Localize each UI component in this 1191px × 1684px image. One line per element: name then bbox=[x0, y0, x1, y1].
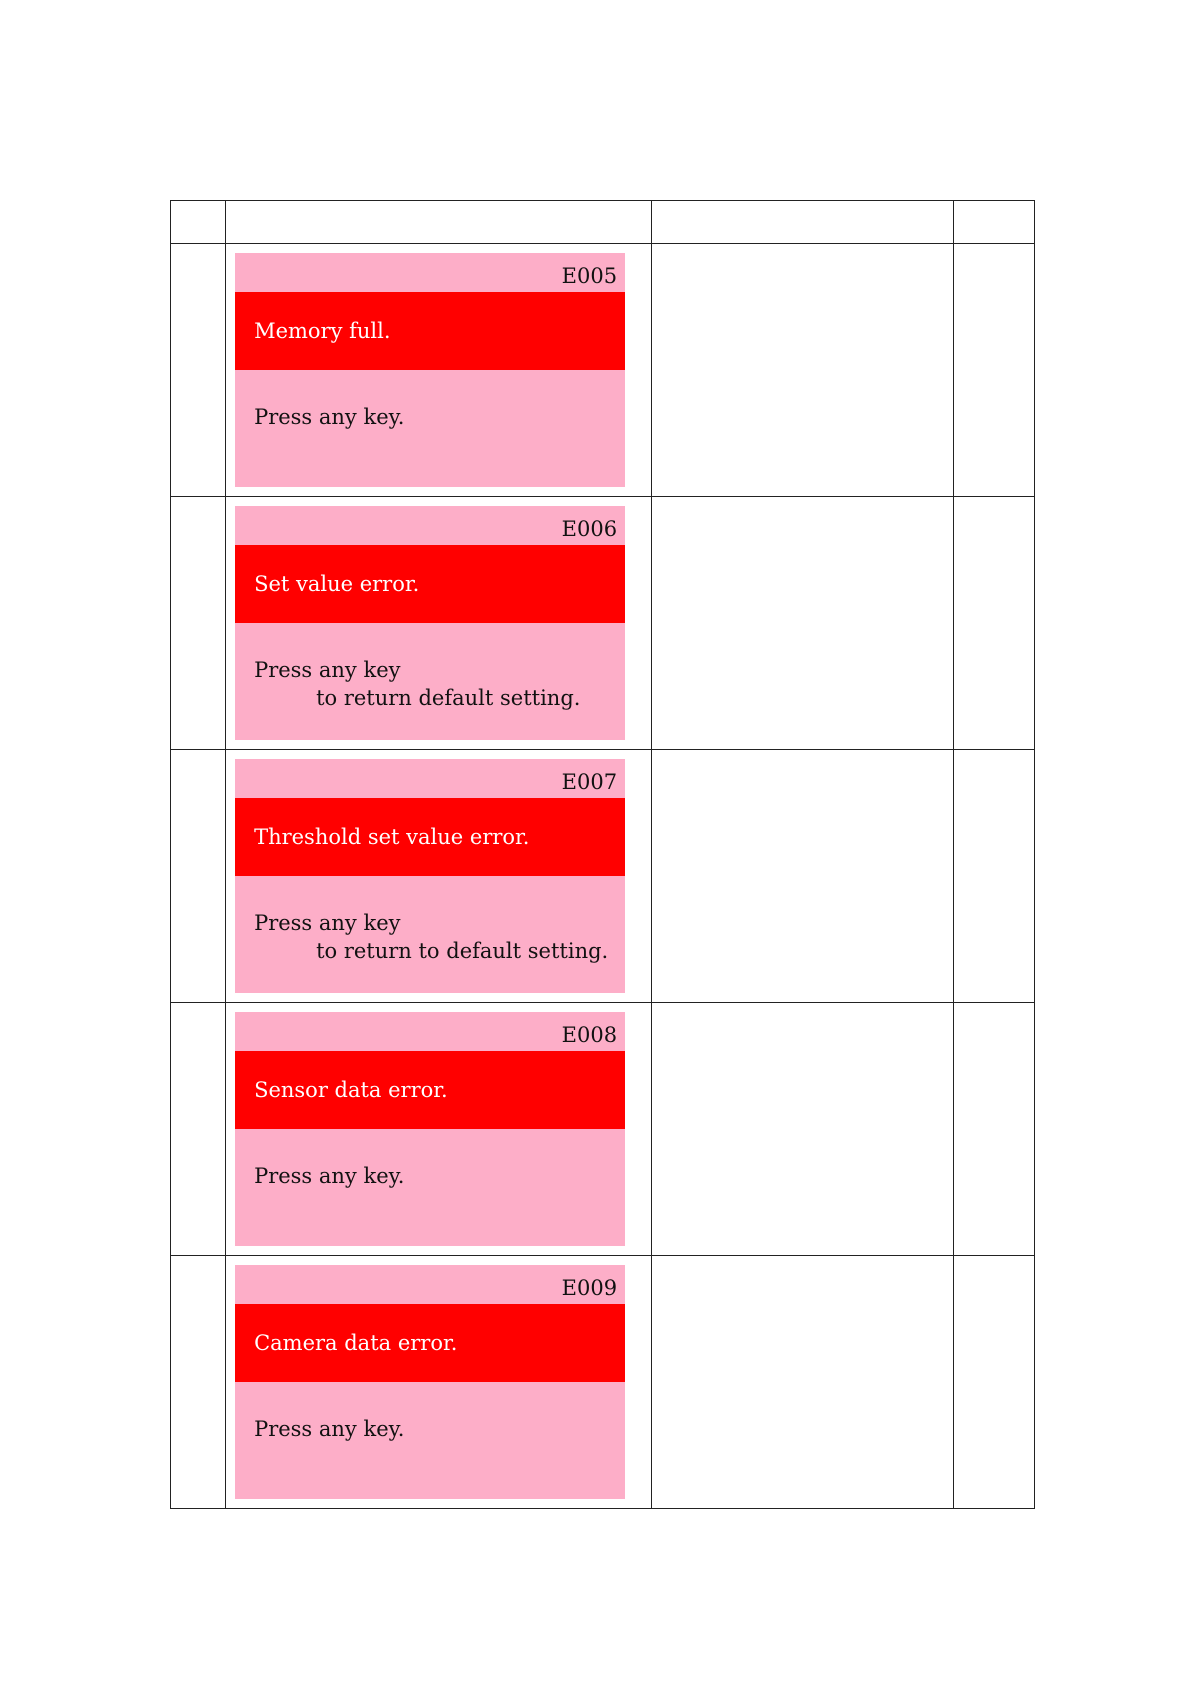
error-code: E009 bbox=[561, 1276, 618, 1300]
instruction-line-1: Press any key. bbox=[254, 1164, 405, 1188]
remarks-cell bbox=[953, 750, 1034, 1003]
instruction-line-1: Press any key. bbox=[254, 1417, 405, 1441]
error-code: E005 bbox=[561, 264, 618, 288]
instruction-line-1: Press any key. bbox=[254, 405, 405, 429]
table-header-row bbox=[171, 201, 1035, 244]
error-instruction bbox=[254, 909, 608, 965]
error-title: Memory full. bbox=[254, 319, 391, 343]
screen-cell bbox=[226, 244, 651, 497]
screen-cell bbox=[226, 1256, 651, 1509]
table-row bbox=[171, 244, 1035, 497]
error-screen bbox=[235, 506, 625, 740]
error-message-table bbox=[170, 200, 1035, 1509]
instruction-line-2: to return to default setting. bbox=[316, 939, 609, 963]
error-screen bbox=[235, 1265, 625, 1499]
remarks-cell bbox=[953, 497, 1034, 750]
instruction-line-1: Press any key bbox=[254, 911, 401, 935]
error-screen bbox=[235, 1012, 625, 1246]
row-number-cell bbox=[171, 1256, 226, 1509]
error-title: Camera data error. bbox=[254, 1331, 458, 1355]
error-title: Set value error. bbox=[254, 572, 420, 596]
header-cell-4 bbox=[953, 201, 1034, 244]
error-title: Sensor data error. bbox=[254, 1078, 448, 1102]
description-cell bbox=[651, 244, 953, 497]
row-number-cell bbox=[171, 497, 226, 750]
error-title: Threshold set value error. bbox=[254, 825, 530, 849]
instruction-line-1: Press any key bbox=[254, 658, 401, 682]
instruction-line-2: to return default setting. bbox=[316, 686, 581, 710]
error-title-bar bbox=[235, 545, 625, 623]
remarks-cell bbox=[953, 1003, 1034, 1256]
error-instruction bbox=[254, 1162, 404, 1190]
screen-cell bbox=[226, 750, 651, 1003]
error-title-bar bbox=[235, 1304, 625, 1382]
row-number-cell bbox=[171, 750, 226, 1003]
header-cell-3 bbox=[651, 201, 953, 244]
remarks-cell bbox=[953, 1256, 1034, 1509]
row-number-cell bbox=[171, 1003, 226, 1256]
header-cell-1 bbox=[171, 201, 226, 244]
screen-cell bbox=[226, 1003, 651, 1256]
error-code: E008 bbox=[561, 1023, 618, 1047]
error-instruction bbox=[254, 1415, 404, 1443]
error-screen bbox=[235, 253, 625, 487]
description-cell bbox=[651, 1003, 953, 1256]
description-cell bbox=[651, 750, 953, 1003]
screen-cell bbox=[226, 497, 651, 750]
description-cell bbox=[651, 497, 953, 750]
table-row bbox=[171, 750, 1035, 1003]
description-cell bbox=[651, 1256, 953, 1509]
error-title-bar bbox=[235, 1051, 625, 1129]
table-row bbox=[171, 1003, 1035, 1256]
error-instruction bbox=[254, 403, 404, 431]
remarks-cell bbox=[953, 244, 1034, 497]
header-cell-2 bbox=[226, 201, 651, 244]
table-row bbox=[171, 497, 1035, 750]
error-title-bar bbox=[235, 292, 625, 370]
row-number-cell bbox=[171, 244, 226, 497]
error-instruction bbox=[254, 656, 580, 712]
error-title-bar bbox=[235, 798, 625, 876]
error-screen bbox=[235, 759, 625, 993]
error-code: E007 bbox=[561, 770, 618, 794]
table-row bbox=[171, 1256, 1035, 1509]
error-code: E006 bbox=[561, 517, 618, 541]
